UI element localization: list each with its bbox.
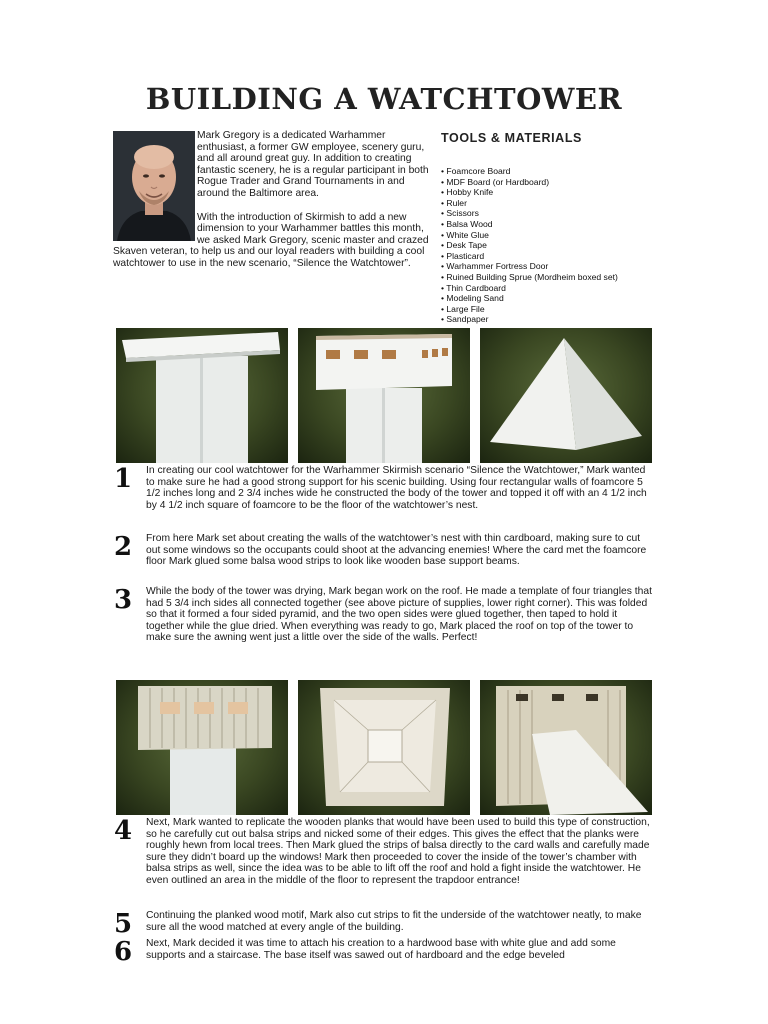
tool-item: • MDF Board (or Hardboard)	[441, 176, 550, 187]
tool-item: • Hobby Knife	[441, 187, 494, 198]
step-text: Next, Mark decided it was time to attach his creation to a hardwood base with white glue and add some supports and a staircase. The base itself was sawed out of hardboard and the edge beveled	[146, 938, 616, 961]
tool-item: • Balsa Wood	[441, 218, 493, 229]
step-text: From here Mark set about creating the walls of the watchtower’s nest with thin cardboard, making sure to cut out some windows so the occupants could shoot at the advancing enemies! Where the card met the foamcore floor Mark glued some balsa wood strips to look like wooden base support beams.	[146, 533, 647, 568]
photo-pyramid-roof	[480, 328, 652, 463]
intro-paragraph: With the introduction of Skirmish to add a new dimension to your Warhammer battles this month, we asked Mark Gregory, scenic master and crazed Skaven veteran, to help us and our loyal readers with building a cool watchtower to use in the new scenario, “Silence the Watchtower”.	[113, 211, 429, 269]
tool-item: • White Glue	[441, 229, 489, 240]
step-number: 5	[114, 909, 133, 939]
photo-planked-nest	[116, 680, 288, 815]
step-text: Continuing the planked wood motif, Mark also cut strips to fit the underside of the watchtower neatly, to make sure all the wood matched at every angle of the building.	[146, 910, 642, 933]
step-number: 6	[114, 937, 133, 967]
intro-text	[113, 130, 438, 270]
tool-item: • Foamcore Board	[441, 166, 511, 176]
tool-item: • Modeling Sand	[441, 293, 504, 304]
tool-item: • Scissors	[441, 208, 479, 219]
photo-tower-body	[116, 328, 288, 463]
photo-nest-interior	[298, 680, 470, 815]
step-text: While the body of the tower was drying, Mark began work on the roof. He made a template of four triangles that had 5 3/4 inch sides all connected together (see above picture of supplies, lower right corner). This was folded so that it formed a four sided pyramid, and the two open sides were glued together, then taped to hold it together while the glue dried. When everything was ready to go, Mark placed the roof on top of the tower to make sure the awning went just a little over the side of the walls. Perfect!	[146, 586, 652, 644]
tool-item: • Sandpaper	[441, 314, 489, 325]
tools-heading: TOOLS & MATERIALS	[441, 131, 582, 145]
tool-item: • Warhammer Fortress Door	[441, 261, 549, 272]
tool-item: • Thin Cardboard	[441, 282, 506, 293]
photo-staircase	[480, 680, 652, 815]
step-number: 3	[114, 585, 133, 615]
tool-item: • Ruler	[441, 197, 467, 208]
page-title: BUILDING A WATCHTOWER	[145, 82, 623, 116]
step-text: In creating our cool watchtower for the Warhammer Skirmish scenario “Silence the Watchtower,” Mark wanted to make sure he had a good strong support for his scenic building. Using four rectangular walls of foamcore 5 1/2 inches long and 2 3/4 inches wide he constructed the body of the tower and topped it off with an 4 1/2 inch by 4 1/2 inch square of foamcore to be the floor of the watchtower’s nest.	[146, 465, 647, 511]
step-text: Next, Mark wanted to replicate the wooden planks that would have been used to build this type of construction, so he carefully cut out balsa strips and nicked some of their edges. This gives the effect that the planks were roughly hewn from local trees. Then Mark glued the strips of balsa directly to the card walls and carefully made sure they didn’t board up the windows! Mark then proceeded to cover the inside of the tower’s chamber with balsa strips as well, since the idea was to be able to lift off the roof and hold a fight inside the watchtower. He even outlined an area in the middle of the floor to represent the trapdoor entrance!	[146, 817, 650, 886]
step-number: 1	[114, 464, 133, 494]
tool-item: • Large File	[441, 303, 485, 314]
photo-tower-nest-walls	[298, 328, 470, 463]
step-number: 4	[114, 816, 133, 846]
tool-item: • Ruined Building Sprue (Mordheim boxed set)	[441, 271, 618, 282]
author-bio: Mark Gregory is a dedicated Warhammer enthusiast, a former GW employee, scenery guru, and all around great guy. In addition to creating fantastic scenery, he is a regular participant in both Rogue Trader and Grand Tournaments in and around the Baltimore area.	[197, 130, 429, 199]
step-number: 2	[114, 532, 133, 562]
tools-list	[441, 166, 618, 325]
tool-item: • Plasticard	[441, 250, 485, 261]
tool-item: • Desk Tape	[441, 240, 487, 251]
